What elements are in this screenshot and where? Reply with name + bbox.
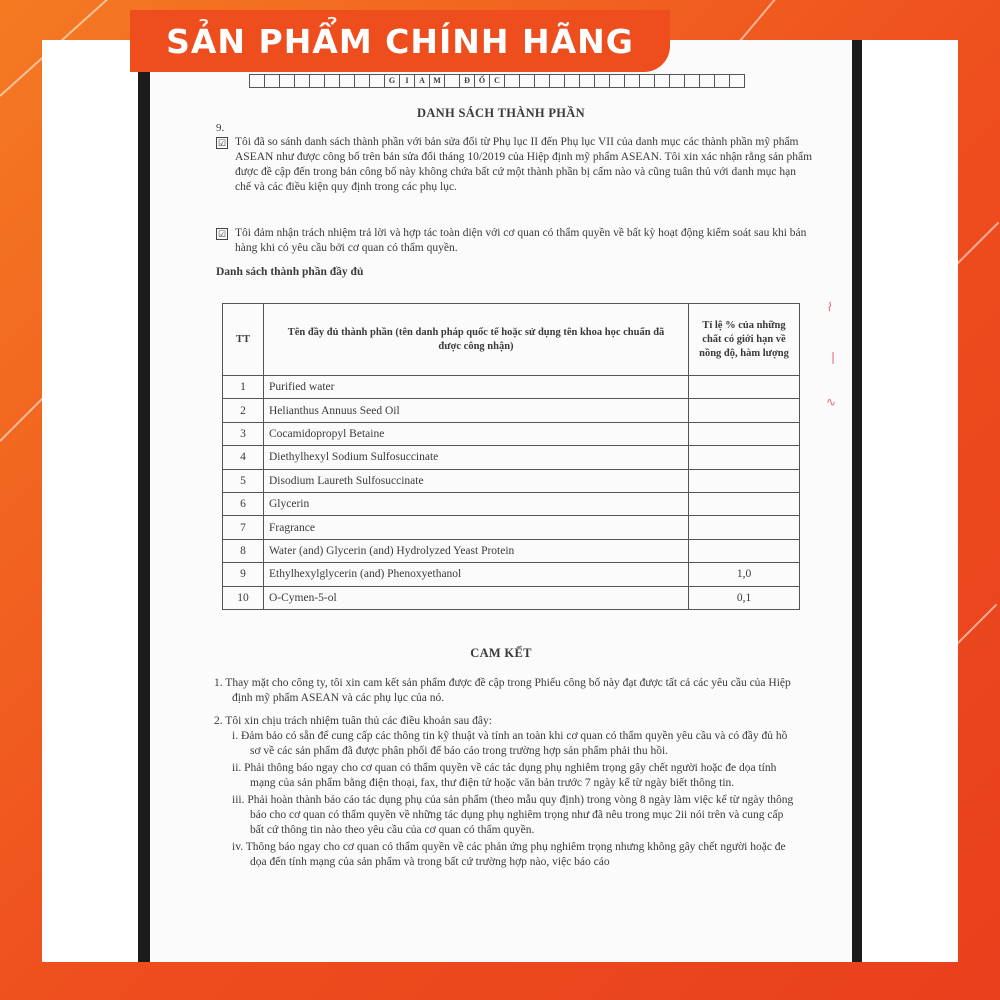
form-header-box	[504, 74, 520, 88]
commitment-sub-ii: ii. Phải thông báo ngay cho cơ quan có thẩm quyền về các tác dụng phụ nghiêm trọng gây chết người hoặc đe dọa tính mạng của sản phẩm bằng điện thoại, fax, thư điện tử hoặc văn bản trước 7 ngày kể từ ngày biết thông tin.	[232, 762, 777, 789]
section-title: DANH SÁCH THÀNH PHẦN	[417, 106, 585, 120]
form-header-box	[579, 74, 595, 88]
form-header-box	[279, 74, 295, 88]
form-header-box	[699, 74, 715, 88]
ingredient-name: Water (and) Glycerin (and) Hydrolyzed Yeast Protein	[264, 539, 689, 562]
ingredient-name: O-Cymen-5-ol	[264, 586, 689, 609]
commitment-sub-iii: iii. Phải hoàn thành báo cáo tác dụng phụ của sản phẩm (theo mẫu quy định) trong vòng 8 ngày làm việc kể từ ngày thông báo cho cơ quan có thẩm quyền về những tác dụng phụ nghiêm trọng như đã nêu trong mục 2ii nói trên và cung cấp bất cứ thông tin nào theo yêu cầu của cơ quan có thẩm quyền.	[232, 794, 794, 836]
form-header-box: Đ	[459, 74, 475, 88]
table-row	[223, 492, 800, 515]
commitment-list	[214, 676, 800, 872]
ingredient-rate	[689, 516, 800, 539]
table-row	[223, 446, 800, 469]
ingredient-name: Disodium Laureth Sulfosuccinate	[264, 469, 689, 492]
form-header-box	[729, 74, 745, 88]
commitment-sub-i: i. Đảm bảo có sẵn để cung cấp các thông tin kỹ thuật và tính an toàn khi cơ quan có thẩm quyền yêu cầu và có đầy đủ hồ sơ về các sản phẩm đã được phân phối để báo cáo trong trường hợp sản phẩm phải thu hồi.	[232, 730, 788, 757]
row-number: 7	[223, 516, 264, 539]
row-number: 10	[223, 586, 264, 609]
table-row	[223, 586, 800, 609]
form-header-box	[594, 74, 610, 88]
checkbox-checked-icon: ☑	[217, 229, 227, 239]
form-header-box	[354, 74, 370, 88]
binder-edge-left	[138, 40, 150, 962]
row-number: 1	[223, 376, 264, 399]
ingredient-name: Glycerin	[264, 492, 689, 515]
ingredient-rate: 1,0	[689, 563, 800, 586]
form-header-box: M	[429, 74, 445, 88]
table-row	[223, 422, 800, 445]
row-number: 2	[223, 399, 264, 422]
ingredient-name: Purified water	[264, 376, 689, 399]
form-header-box	[564, 74, 580, 88]
table-row	[223, 563, 800, 586]
form-header-box: A	[414, 74, 430, 88]
ingredient-rate	[689, 446, 800, 469]
full-list-heading: Danh sách thành phần đầy đủ	[216, 266, 364, 278]
form-header-box	[324, 74, 340, 88]
form-header-box: G	[384, 74, 400, 88]
ingredient-rate: 0,1	[689, 586, 800, 609]
form-header-boxes	[250, 74, 745, 88]
declaration-paragraph-2: Tôi đảm nhận trách nhiệm trả lời và hợp tác toàn diện với cơ quan có thẩm quyền về bất kỳ hoạt động kiểm soát sau khi bán hàng khi có yêu cầu bởi cơ quan có thẩm quyền.	[235, 227, 807, 254]
form-header-box	[714, 74, 730, 88]
commitment-sub-iv: iv. Thông báo ngay cho cơ quan có thẩm quyền về các phản ứng phụ nghiêm trọng nhưng không gây chết người hoặc đe dọa đến tính mạng của sản phẩm và trong bất cứ trường hợp nào, việc báo cáo	[232, 841, 786, 868]
commitment-item-2: 2. Tôi xin chịu trách nhiệm tuân thủ các điều khoản sau đây:	[214, 715, 492, 727]
column-header-name: Tên đầy đủ thành phần (tên danh pháp quốc tế hoặc sử dụng tên khoa học chuẩn đã được công nhận)	[264, 304, 689, 376]
ingredient-rate	[689, 399, 800, 422]
document-page	[150, 40, 852, 962]
authentic-product-badge: SẢN PHẨM CHÍNH HÃNG	[130, 10, 670, 72]
ingredient-rate	[689, 492, 800, 515]
row-number: 9	[223, 563, 264, 586]
column-header-tt: TT	[223, 304, 264, 376]
form-header-box	[639, 74, 655, 88]
ingredient-rate	[689, 376, 800, 399]
checkbox-checked-icon: ☑	[217, 138, 227, 148]
section-number: 9.	[216, 122, 225, 134]
form-header-box	[654, 74, 670, 88]
row-number: 3	[223, 422, 264, 445]
form-header-box	[294, 74, 310, 88]
table-row	[223, 539, 800, 562]
column-header-rate: Tỉ lệ % của những chất có giới hạn về nồng độ, hàm lượng	[689, 304, 800, 376]
form-header-box: Ố	[474, 74, 490, 88]
row-number: 5	[223, 469, 264, 492]
form-header-box	[624, 74, 640, 88]
red-signature-mark: ❘	[828, 350, 839, 364]
declaration-paragraph-1: Tôi đã so sánh danh sách thành phần với bản sửa đổi từ Phụ lục II đến Phụ lục VII của danh mục các thành phần mỹ phẩm ASEAN như được công bố trên bản sửa đổi tháng 10/2019 của Hiệp định mỹ phẩm ASEAN. Tôi xin xác nhận rằng sản phẩm được đề cập đến trong bản công bố này không chứa bất cứ một thành phần bị cấm nào và cũng tuân thủ với danh mục hạn chế và các điều kiện quy định trong các phụ lục.	[235, 136, 813, 193]
ingredient-rate	[689, 469, 800, 492]
form-header-box	[609, 74, 625, 88]
ingredient-name: Diethylhexyl Sodium Sulfosuccinate	[264, 446, 689, 469]
red-signature-mark: ⌇	[826, 300, 832, 314]
form-header-box	[669, 74, 685, 88]
form-header-box	[534, 74, 550, 88]
table-row	[223, 516, 800, 539]
ingredient-rate	[689, 422, 800, 445]
ingredient-name: Cocamidopropyl Betaine	[264, 422, 689, 445]
row-number: 4	[223, 446, 264, 469]
form-header-box	[444, 74, 460, 88]
red-signature-mark: ∿	[826, 395, 837, 409]
commitment-item-1: 1. Thay mặt cho công ty, tôi xin cam kết sản phẩm được đề cập trong Phiếu công bố này đạt được tất cả các yêu cầu của Hiệp định mỹ phẩm ASEAN và các phụ lục của nó.	[214, 677, 791, 704]
form-header-box	[684, 74, 700, 88]
row-number: 8	[223, 539, 264, 562]
binder-edge-right	[852, 40, 862, 962]
table-row	[223, 469, 800, 492]
ingredient-table	[222, 303, 800, 610]
table-row	[223, 376, 800, 399]
form-header-box	[309, 74, 325, 88]
form-header-box	[339, 74, 355, 88]
form-header-box	[549, 74, 565, 88]
form-header-box: I	[399, 74, 415, 88]
form-header-box: C	[489, 74, 505, 88]
ingredient-name: Helianthus Annuus Seed Oil	[264, 399, 689, 422]
form-header-box	[369, 74, 385, 88]
form-header-box	[519, 74, 535, 88]
table-row	[223, 399, 800, 422]
ingredient-name: Fragrance	[264, 516, 689, 539]
form-header-box	[264, 74, 280, 88]
form-header-box	[249, 74, 265, 88]
row-number: 6	[223, 492, 264, 515]
ingredient-rate	[689, 539, 800, 562]
commitment-title: CAM KẾT	[470, 646, 532, 660]
ingredient-name: Ethylhexylglycerin (and) Phenoxyethanol	[264, 563, 689, 586]
